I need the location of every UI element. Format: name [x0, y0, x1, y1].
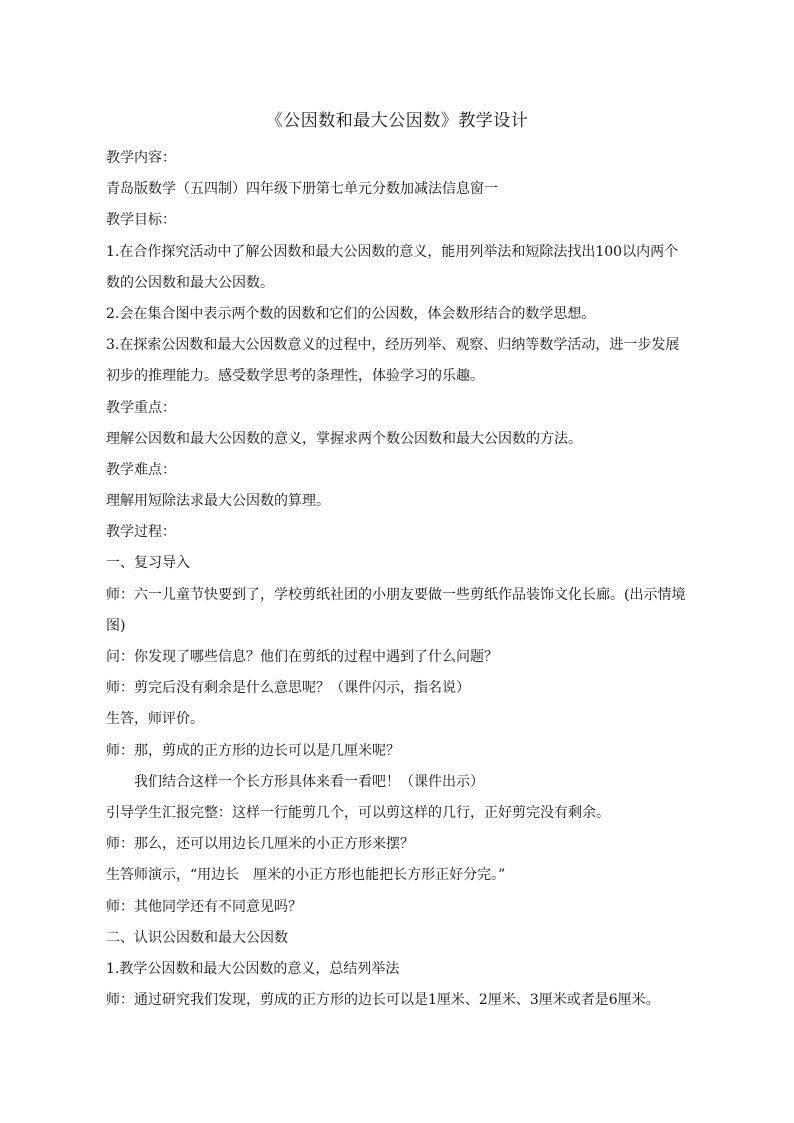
- paragraph-line-with-blank: [106, 860, 692, 891]
- paragraph-line: 师：其他同学还有不同意见吗？: [106, 898, 302, 915]
- paragraph-line: 理解用短除法求最大公因数的算理。: [106, 493, 330, 510]
- paragraph-line: 1.教学公因数和最大公因数的意义，总结列举法: [106, 960, 400, 977]
- subsection-heading: 一、复习导入: [106, 555, 190, 572]
- document-body: [106, 143, 692, 1016]
- line-part-before-blank: 生答师演示，“用边长: [106, 867, 240, 884]
- paragraph-line: 师：那么，还可以用边长几厘米的小正方形来摆？: [106, 836, 414, 853]
- paragraph-line: 师：剪完后没有剩余是什么意思呢？（课件闪示，指名说）: [106, 680, 470, 697]
- paragraph-line-indented: 我们结合这样一个长方形具体来看一看吧！（课件出示）: [134, 773, 484, 790]
- line-part-after-blank: 厘米的小正方形也能把长方形正好分完。”: [253, 867, 506, 884]
- section-heading-content: 教学内容：: [106, 150, 176, 166]
- paragraph-line: 数的公因数和最大公因数。: [106, 274, 274, 291]
- paragraph-line: 青岛版数学（五四制）四年级下册第七单元分数加减法信息窗一: [106, 181, 498, 198]
- paragraph-line: 图): [106, 617, 126, 634]
- section-heading-difficulties: 教学难点：: [106, 461, 176, 478]
- paragraph-line: 师：那，剪成的正方形的边长可以是几厘米呢？: [106, 742, 400, 759]
- paragraph-line: 3.在探索公因数和最大公因数意义的过程中，经历列举、观察、归纳等数学活动，进一步发展: [106, 337, 680, 354]
- section-heading-objectives: 教学目标：: [106, 212, 176, 229]
- paragraph-line: 引导学生汇报完整：这样一行能剪几个，可以剪这样的几行，正好剪完没有剩余。: [106, 804, 610, 821]
- document-title: 《公因数和最大公因数》教学设计: [265, 111, 529, 131]
- subsection-heading: 二、认识公因数和最大公因数: [106, 929, 288, 946]
- paragraph-line: 生答，师评价。: [106, 711, 204, 728]
- section-heading-process: 教学过程：: [106, 524, 176, 541]
- paragraph-line: 理解公因数和最大公因数的意义，掌握求两个数公因数和最大公因数的方法。: [106, 430, 582, 447]
- paragraph-line: 问：你发现了哪些信息？他们在剪纸的过程中遇到了什么问题？: [106, 649, 498, 665]
- paragraph-line: 师：六一儿童节快要到了，学校剪纸社团的小朋友要做一些剪纸作品装饰文化长廊。(出示情境: [106, 586, 686, 603]
- paragraph-line: 师：通过研究我们发现，剪成的正方形的边长可以是1厘米、2厘米、3厘米或者是6厘米。: [106, 992, 660, 1009]
- paragraph-line: 初步的推理能力。感受数学思考的条理性，体验学习的乐趣。: [106, 368, 484, 385]
- section-heading-key-points: 教学重点：: [106, 399, 176, 416]
- paragraph-line: 1.在合作探究活动中了解公因数和最大公因数的意义，能用列举法和短除法找出100以内两个: [106, 243, 679, 260]
- paragraph-line: 2.会在集合图中表示两个数的因数和它们的公因数，体会数形结合的数学思想。: [106, 305, 596, 322]
